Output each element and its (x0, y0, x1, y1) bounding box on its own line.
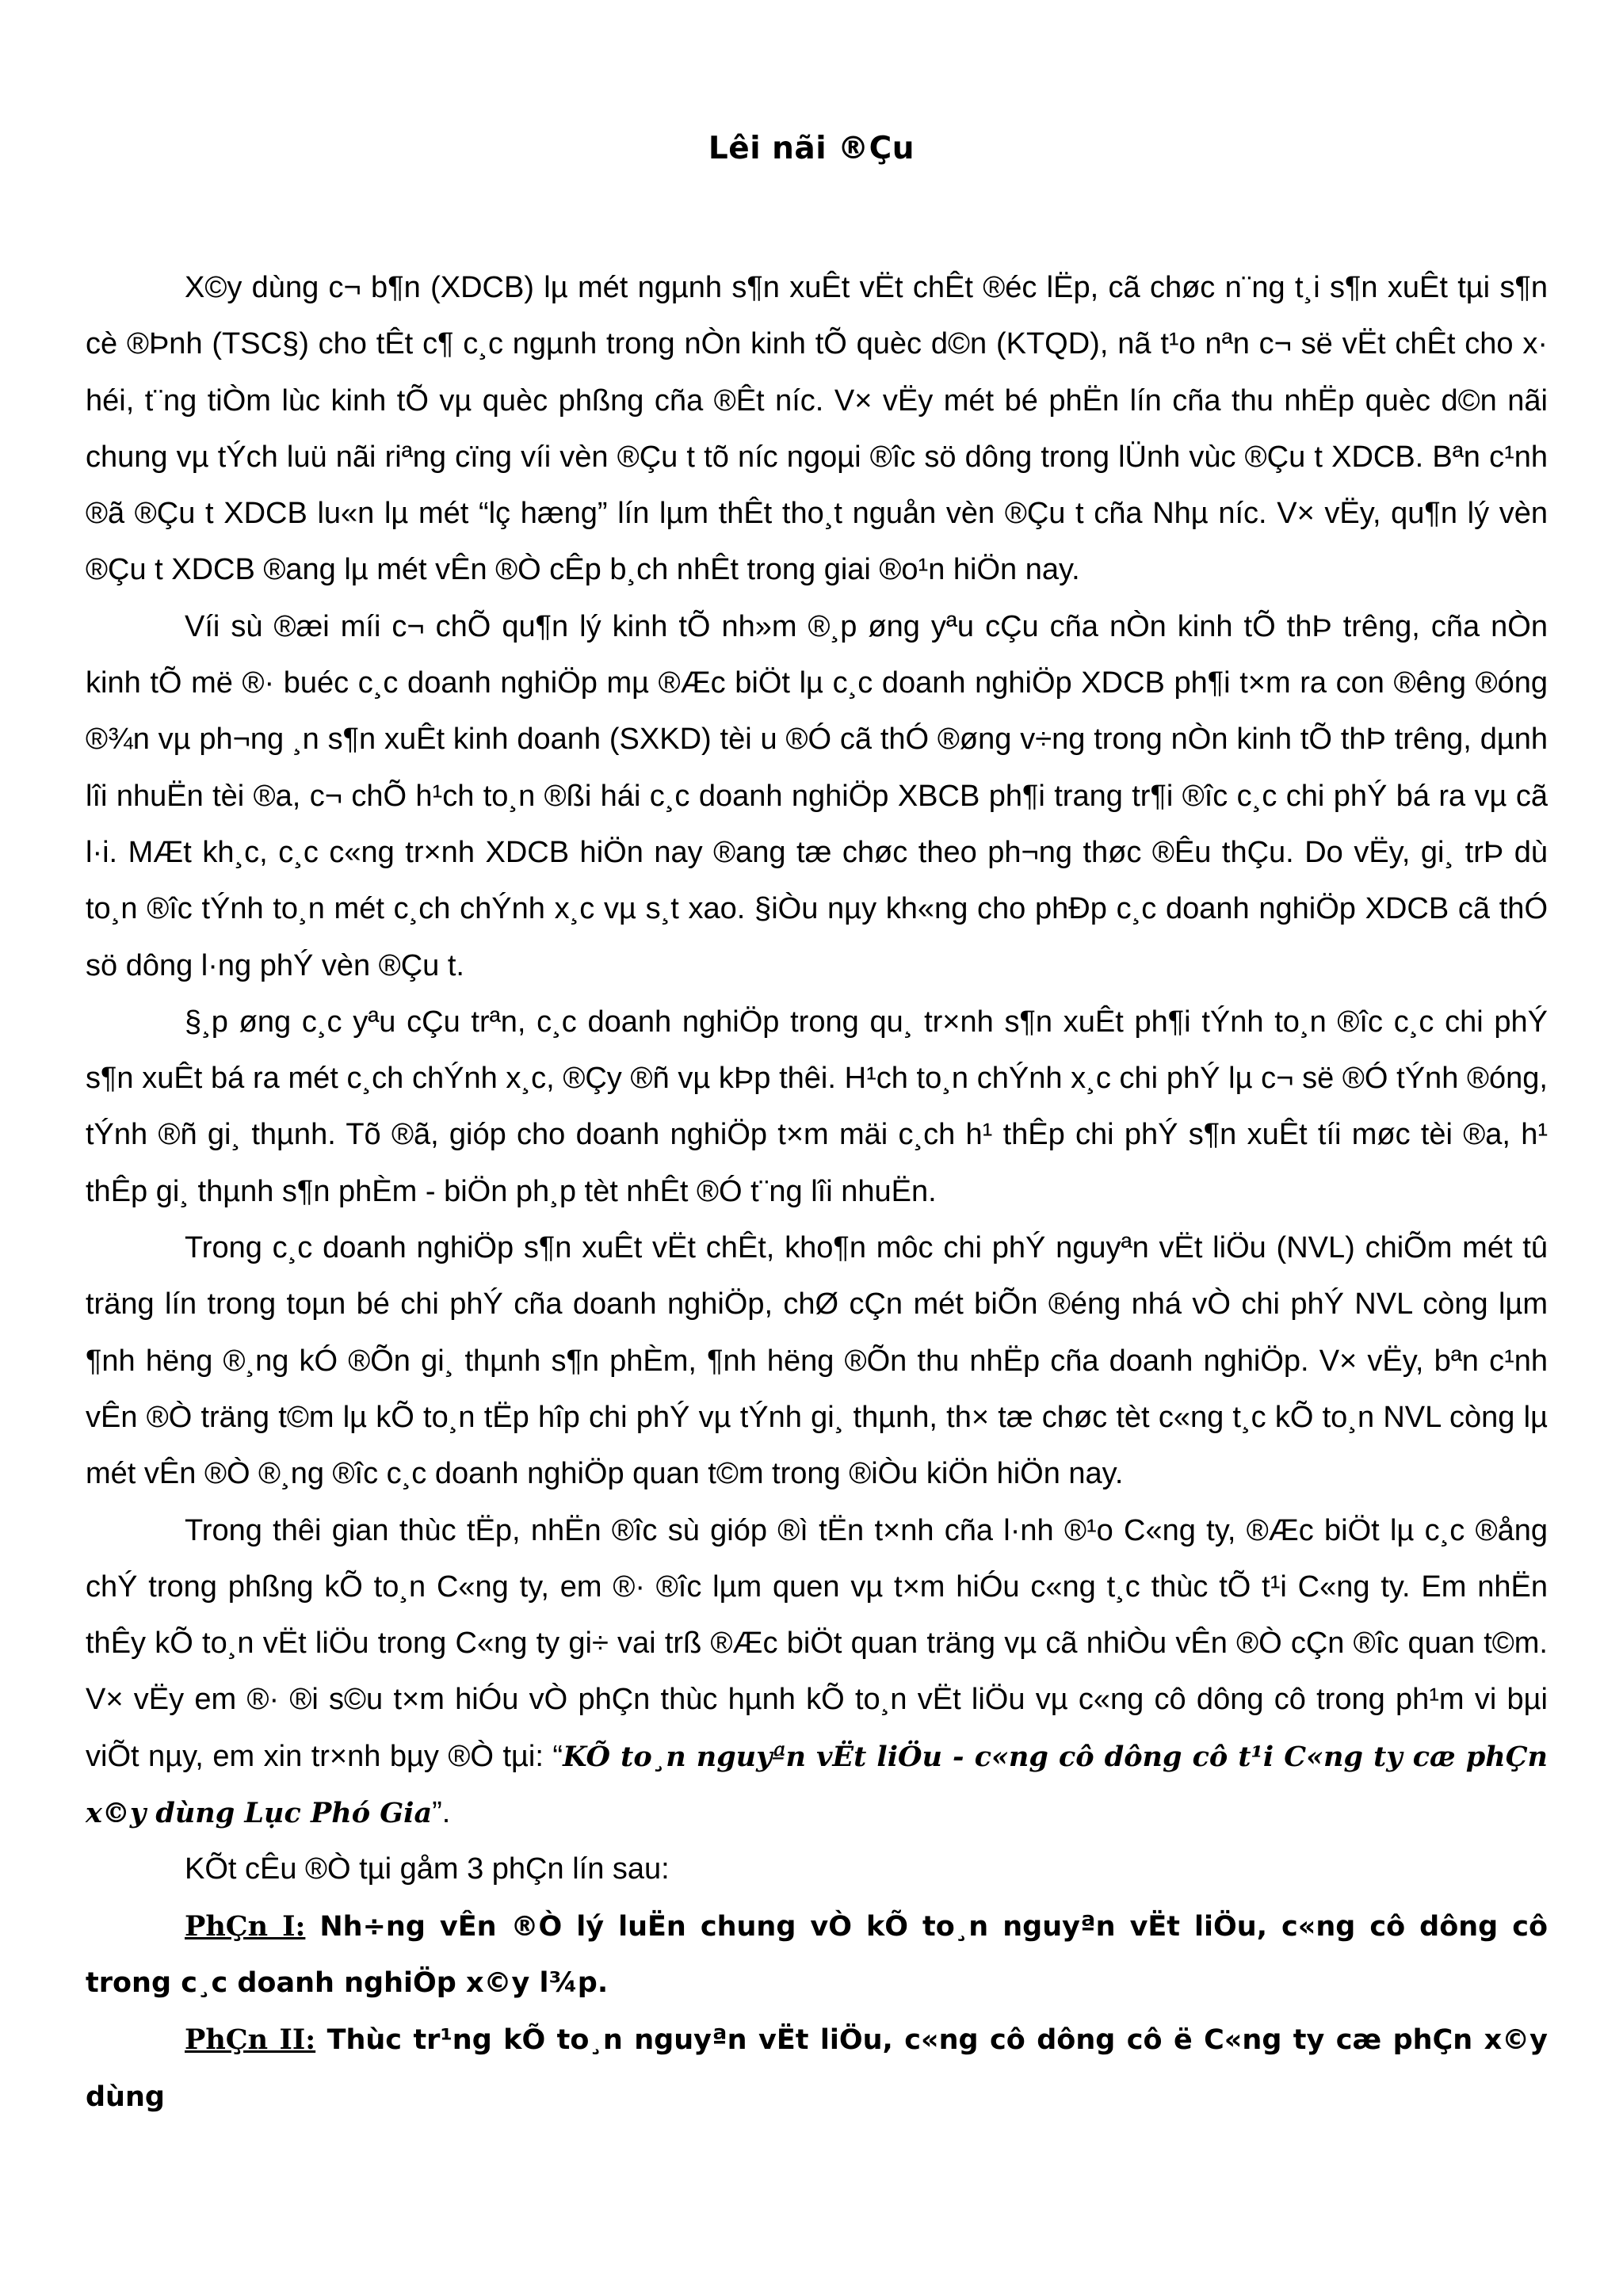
paragraph-with-topic (86, 1503, 1548, 1842)
part-label: PhÇn I: (185, 1909, 306, 1943)
topic-closing-quote: ”. (432, 1796, 451, 1830)
part-item (86, 1898, 1548, 2012)
paragraph-text: Trong thêi gian thùc tËp, nhËn ®îc sù gióp ®ì tËn t×nh cña l·nh ®¹o C«ng ty, ®Æc biÖt lµ c¸c ®ång chÝ trong phßng kÕ to¸n C«ng ty, em ®· ®îc lµm quen vµ t×m hiÓu c«ng t¸c thùc tÕ t¹i C«ng ty. Em nhËn thÊy kÕ to¸n vËt liÖu trong C«ng ty gi÷ vai trß ®Æc biÖt quan träng vµ cã nhiÒu vÊn ®Ò cÇn ®îc quan t©m. V× vËy em ®· ®i s©u t×m hiÓu vÒ phÇn thùc hµnh kÕ to¸n vËt liÖu vµ c«ng cô dông cô trong ph¹m vi bµi viÕt nµy, em xin tr×nh bµy ®Ò tµi: “ (86, 1513, 1548, 1773)
page-title: Lêi nãi ®Çu (708, 131, 915, 166)
part-label: PhÇn II: (185, 2023, 316, 2057)
body-text (86, 260, 1548, 2126)
paragraph: Víi sù ®æi míi c¬ chÕ qu¶n lý kinh tÕ nh»m ®¸p øng yªu cÇu cña nÒn kinh tÕ thÞ trêng, cña nÒn kinh tÕ më ®· buéc c¸c doanh nghiÖp mµ ®Æc biÖt lµ c¸c doanh nghiÖp XDCB ph¶i t×m ra con ®êng ®óng ®¾n vµ ph¬ng ¸n s¶n xuÊt kinh doanh (SXKD) tèi u ®Ó cã thÓ ®øng v÷ng trong nÒn kinh tÕ thÞ trêng, dµnh lîi nhuËn tèi ®a, c¬ chÕ h¹ch to¸n ®ßi hái c¸c doanh nghiÖp XBCB ph¶i trang tr¶i ®îc c¸c chi phÝ bá ra vµ cã l·i. MÆt kh¸c, c¸c c«ng tr×nh XDCB hiÖn nay ®ang tæ chøc theo ph¬ng thøc ®Êu thÇu. Do vËy, gi¸ trÞ dù to¸n ®îc tÝnh to¸n mét c¸ch chÝnh x¸c vµ s¸t xao. §iÒu nµy kh«ng cho phÐp c¸c doanh nghiÖp XDCB cã thÓ sö dông l·ng phÝ vèn ®Çu t. (86, 609, 1548, 982)
paragraph: Trong c¸c doanh nghiÖp s¶n xuÊt vËt chÊt, kho¶n môc chi phÝ nguyªn vËt liÖu (NVL) chiÕm mét tû träng lín trong toµn bé chi phÝ cña doanh nghiÖp, chØ cÇn mét biÕn ®éng nhá vÒ chi phÝ NVL còng lµm ¶nh hëng ®¸ng kÓ ®Õn gi¸ thµnh s¶n phÈm, ¶nh hëng ®Õn thu nhËp cña doanh nghiÖp. V× vËy, bªn c¹nh vÊn ®Ò träng t©m lµ kÕ to¸n tËp hîp chi phÝ vµ tÝnh gi¸ thµnh, th× tæ chøc tèt c«ng t¸c kÕ to¸n NVL còng lµ mét vÊn ®Ò ®¸ng ®îc c¸c doanh nghiÖp quan t©m trong ®iÒu kiÖn hiÖn nay. (86, 1231, 1548, 1491)
paragraph: §¸p øng c¸c yªu cÇu trªn, c¸c doanh nghiÖp trong qu¸ tr×nh s¶n xuÊt ph¶i tÝnh to¸n ®îc c¸c chi phÝ s¶n xuÊt bá ra mét c¸ch chÝnh x¸c, ®Çy ®ñ vµ kÞp thêi. H¹ch to¸n chÝnh x¸c chi phÝ lµ c¬ së ®Ó tÝnh ®óng, tÝnh ®ñ gi¸ thµnh. Tõ ®ã, gióp cho doanh nghiÖp t×m mäi c¸ch h¹ thÊp chi phÝ s¶n xuÊt tíi møc tèi ®a, h¹ thÊp gi¸ thµnh s¶n phÈm - biÖn ph¸p tèt nhÊt ®Ó t¨ng lîi nhuËn. (86, 1005, 1548, 1208)
paragraph: X©y dùng c¬ b¶n (XDCB) lµ mét ngµnh s¶n xuÊt vËt chÊt ®éc lËp, cã chøc n¨ng t¸i s¶n xuÊt tµi s¶n cè ®Þnh (TSC§) cho tÊt c¶ c¸c ngµnh trong nÒn kinh tÕ quèc d©n (KTQD), nã t¹o nªn c¬ së vËt chÊt cho x· héi, t¨ng tiÒm lùc kinh tÕ vµ quèc phßng cña ®Êt níc. V× vËy mét bé phËn lín cña thu nhËp quèc d©n nãi chung vµ tÝch luü nãi riªng cïng víi vèn ®Çu t tõ níc ngoµi ®îc sö dông trong lÜnh vùc ®Çu t XDCB. Bªn c¹nh ®ã ®Çu t XDCB lu«n lµ mét “lç hæng” lín lµm thÊt tho¸t nguån vèn ®Çu t cña Nhµ níc. V× vËy, qu¶n lý vèn ®Çu t XDCB ®ang lµ mét vÊn ®Ò cÊp b¸ch nhÊt trong giai ®o¹n hiÖn nay. (86, 271, 1548, 587)
part-item (86, 2012, 1548, 2126)
thesis-topic: KÕ to¸n nguyªn vËt liÖu - c«ng cô dông cô t¹i C«ng ty cæ phÇn x©y dùng Lục Phó Gia (86, 1740, 1548, 1830)
structure-intro: KÕt cÊu ®Ò tµi gåm 3 phÇn lín sau: (185, 1852, 670, 1886)
part-text: Nh÷ng vÊn ®Ò lý luËn chung vÒ kÕ to¸n nguyªn vËt liÖu, c«ng cô dông cô trong c¸c doanh nghiÖp x©y l¾p. (86, 1910, 1549, 1999)
part-text: Thùc tr¹ng kÕ to¸n nguyªn vËt liÖu, c«ng cô dông cô ë C«ng ty cæ phÇn x©y dùng (86, 2024, 1548, 2113)
